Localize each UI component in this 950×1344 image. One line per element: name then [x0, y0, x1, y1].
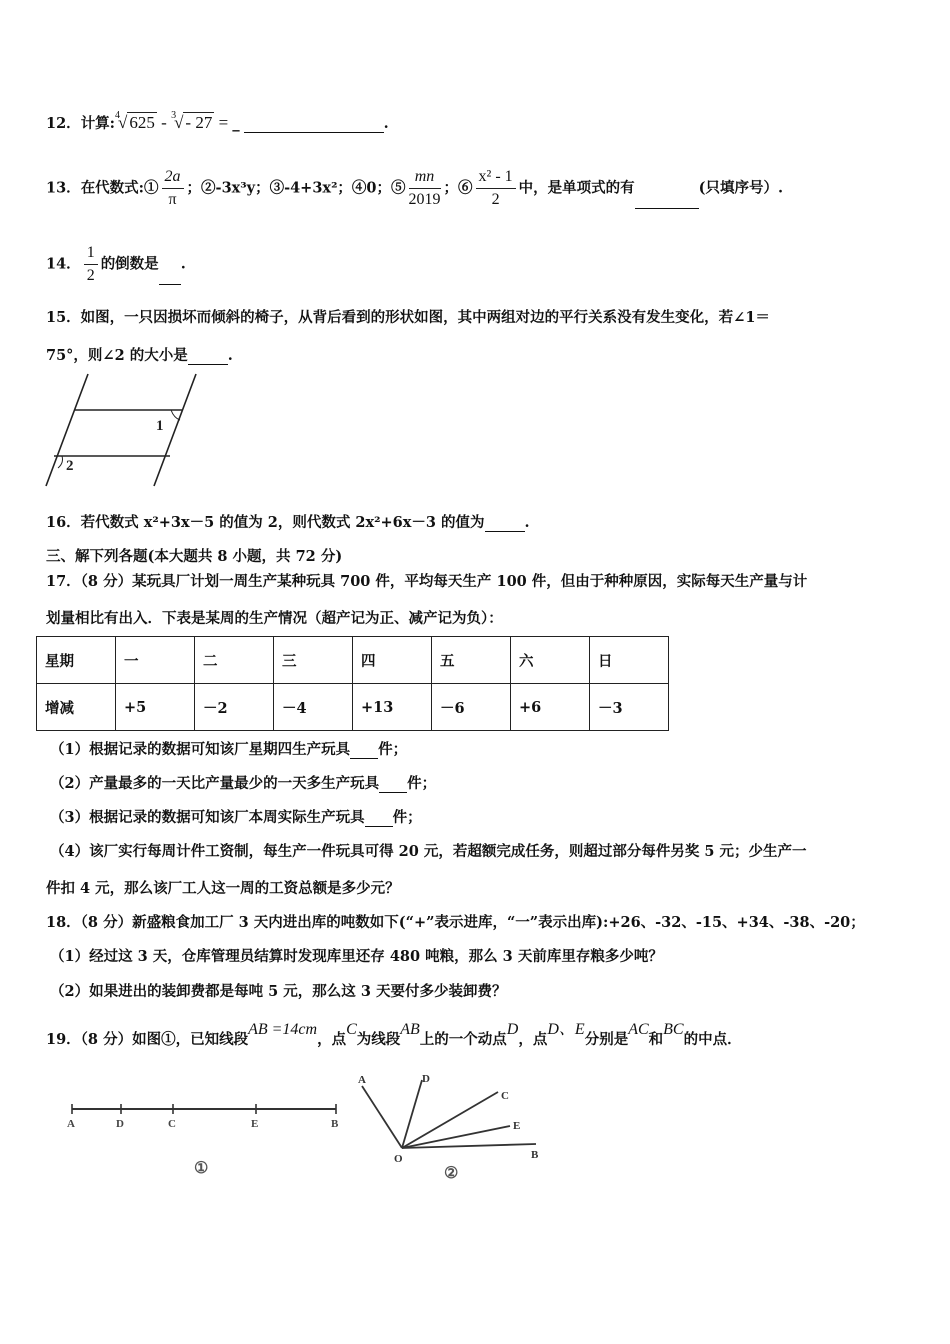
q17-sub-1 [50, 738, 407, 759]
q19-math-ab-2: AB [400, 1021, 420, 1038]
table-cell: +13 [353, 684, 432, 731]
q19-text-6: 分别是 [584, 1031, 629, 1048]
q17-sub3-end: 件； [392, 809, 422, 826]
table-row [37, 684, 669, 731]
question-13 [46, 168, 783, 209]
q17-sub3-blank [365, 812, 393, 827]
q19-text-4: 上的一个动点 [419, 1031, 507, 1048]
q17-sub2-end: 件； [407, 775, 437, 792]
q12-number: 12． [46, 115, 81, 132]
q17-sub-3 [50, 806, 422, 827]
table-header-row [37, 637, 669, 684]
q19-text-2: ，点 [317, 1031, 347, 1048]
q12-text: 计算: [80, 115, 116, 132]
q15-answer-blank [188, 350, 228, 365]
table-cell: +6 [511, 684, 590, 731]
table-cell: 星期 [37, 637, 116, 684]
q14-answer-blank [159, 270, 181, 285]
label-d: D [116, 1118, 124, 1130]
q17-sub3-text: （3）根据记录的数据可知该厂本周实际生产玩具 [50, 809, 365, 826]
question-14 [46, 244, 186, 285]
q14-end: . [180, 255, 186, 273]
q14-number: 14． [46, 255, 81, 273]
q19-text-3: 为线段 [356, 1031, 401, 1048]
question-17-line-1: 17．（8 分）某玩具厂计划一周生产某种玩具 700 件，平均每天生产 100 件，但由于种种原因，实际每天生产量与计 [46, 573, 808, 590]
q13-answer-blank [635, 194, 699, 209]
angle-2-arc [58, 456, 63, 468]
q19-text-5: ，点 [518, 1031, 548, 1048]
q19-math-d: D [506, 1021, 519, 1038]
q19-math-bc: BC [663, 1021, 684, 1038]
q19-math-de: D、E [547, 1021, 585, 1038]
angle-1-label: 1 [156, 418, 164, 434]
label-e: E [513, 1120, 521, 1132]
question-18-line-1: 18．（8 分）新盛粮食加工厂 3 天内进出库的吨数如下(“+”表示进库，“一”表示出库):+26、-32、-15、+34、-38、-20； [46, 914, 865, 931]
q12-equals: = [214, 113, 233, 132]
table-cell: +5 [116, 684, 195, 731]
q13-fraction-5: $\frac{mn}{2019}$ [408, 168, 441, 208]
question-19 [46, 1021, 742, 1049]
q19-math-ab: AB =14cm [248, 1021, 318, 1038]
table-cell: －4 [274, 684, 353, 731]
q14-text: 的倒数是 [100, 255, 159, 273]
q13-item-6: ；⑥ [443, 179, 473, 197]
q19-text-1: 19．（8 分）如图①，已知线段 [46, 1031, 249, 1048]
figure-2-caption: ② [444, 1165, 459, 1182]
label-c: C [168, 1118, 176, 1130]
q13-fraction-6: $\frac{\text{x² - 1}}{2}$ [476, 168, 516, 209]
q13-number: 13． [46, 179, 81, 197]
table-cell: 六 [511, 637, 590, 684]
figure-1-caption: ① [194, 1160, 209, 1177]
section-3-heading: 三、解下列各题(本大题共 8 小题，共 72 分) [46, 548, 343, 565]
q17-sub2-blank [379, 778, 407, 793]
q12-minus: - [156, 113, 172, 132]
q13-end: (只填序号）. [698, 179, 784, 197]
label-o: O [394, 1153, 403, 1165]
q17-sub-4-line-1: （4）该厂实行每周计件工资制，每生产一件玩具可得 20 元，若超额完成任务，则超过部分每件另奖 5 元；少生产一 [50, 843, 807, 860]
q12-end: . [383, 115, 389, 132]
q19-math-ac: AC [628, 1021, 649, 1038]
table-cell: －3 [590, 684, 669, 731]
q17-sub1-text: （1）根据记录的数据可知该厂星期四生产玩具 [50, 741, 351, 758]
q12-answer-blank [244, 118, 384, 133]
label-a: A [358, 1074, 366, 1086]
q17-sub-2 [50, 772, 436, 793]
chair-figure [40, 370, 210, 488]
question-16 [46, 511, 530, 532]
q18-sub-2: （2）如果进出的装卸费都是每吨 5 元，那么这 3 天要付多少装卸费？ [50, 983, 507, 1000]
q13-items: ；②-3x³y；③-4+3x²；④0；⑤ [186, 179, 406, 197]
label-b: B [331, 1118, 339, 1130]
table-cell: 五 [432, 637, 511, 684]
q18-sub-1: （1）经过这 3 天，仓库管理员结算时发现库里还存 480 吨粮，那么 3 天前库里存粮多少吨？ [50, 948, 663, 965]
table-cell: 日 [590, 637, 669, 684]
q15-line2-text: 75°，则∠2 的大小是 [46, 347, 188, 364]
angle-2-label: 2 [66, 458, 74, 474]
figure-1-segment [60, 1095, 350, 1185]
q17-sub-4-line-2: 件扣 4 元，那么该厂工人这一周的工资总额是多少元？ [46, 880, 400, 897]
table-cell: 二 [195, 637, 274, 684]
question-15-line-2 [46, 344, 233, 365]
production-table [36, 636, 669, 731]
q13-fraction-1: $\frac{2a}{\pi}$ [162, 168, 184, 209]
label-b: B [531, 1149, 539, 1161]
label-d: D [422, 1073, 430, 1085]
question-12 [46, 110, 389, 133]
q16-answer-blank [485, 517, 525, 532]
figure-2-rays [350, 1070, 560, 1185]
table-cell: 四 [353, 637, 432, 684]
question-15-line-1: 15．如图，一只因损坏而倾斜的椅子，从背后看到的形状如图，其中两组对边的平行关系没有发生变化，若∠1＝ [46, 309, 770, 326]
q16-end: . [524, 514, 530, 531]
q19-text-8: 的中点． [683, 1031, 742, 1048]
q12-dash: _ [232, 115, 240, 132]
q17-sub1-end: 件； [378, 741, 408, 758]
q19-math-c: C [346, 1021, 357, 1038]
ray-oa [362, 1086, 402, 1148]
table-cell: －2 [195, 684, 274, 731]
table-cell: 三 [274, 637, 353, 684]
q14-fraction: $\frac{1}{2}$ [84, 244, 98, 285]
q13-tail: 中，是单项式的有 [518, 179, 635, 197]
q12-radical-1: $^4$√ 625 [115, 110, 155, 132]
q17-sub1-blank [350, 744, 378, 759]
q15-end: . [227, 347, 233, 364]
q19-text-7: 和 [648, 1031, 664, 1048]
q17-sub2-text: （2）产量最多的一天比产量最少的一天多生产玩具 [50, 775, 380, 792]
label-e: E [251, 1118, 259, 1130]
table-cell: 增减 [37, 684, 116, 731]
label-c: C [501, 1090, 509, 1102]
q12-radical-2: $^3$√ - 27 [171, 110, 213, 132]
label-a: A [67, 1118, 75, 1130]
question-17-line-2: 划量相比有出入．下表是某周的生产情况（超产记为正、减产记为负）： [46, 610, 503, 627]
q13-intro: 在代数式:① [80, 179, 159, 197]
q16-text: 16．若代数式 x²+3x－5 的值为 2，则代数式 2x²+6x－3 的值为 [46, 514, 485, 531]
table-cell: －6 [432, 684, 511, 731]
table-cell: 一 [116, 637, 195, 684]
